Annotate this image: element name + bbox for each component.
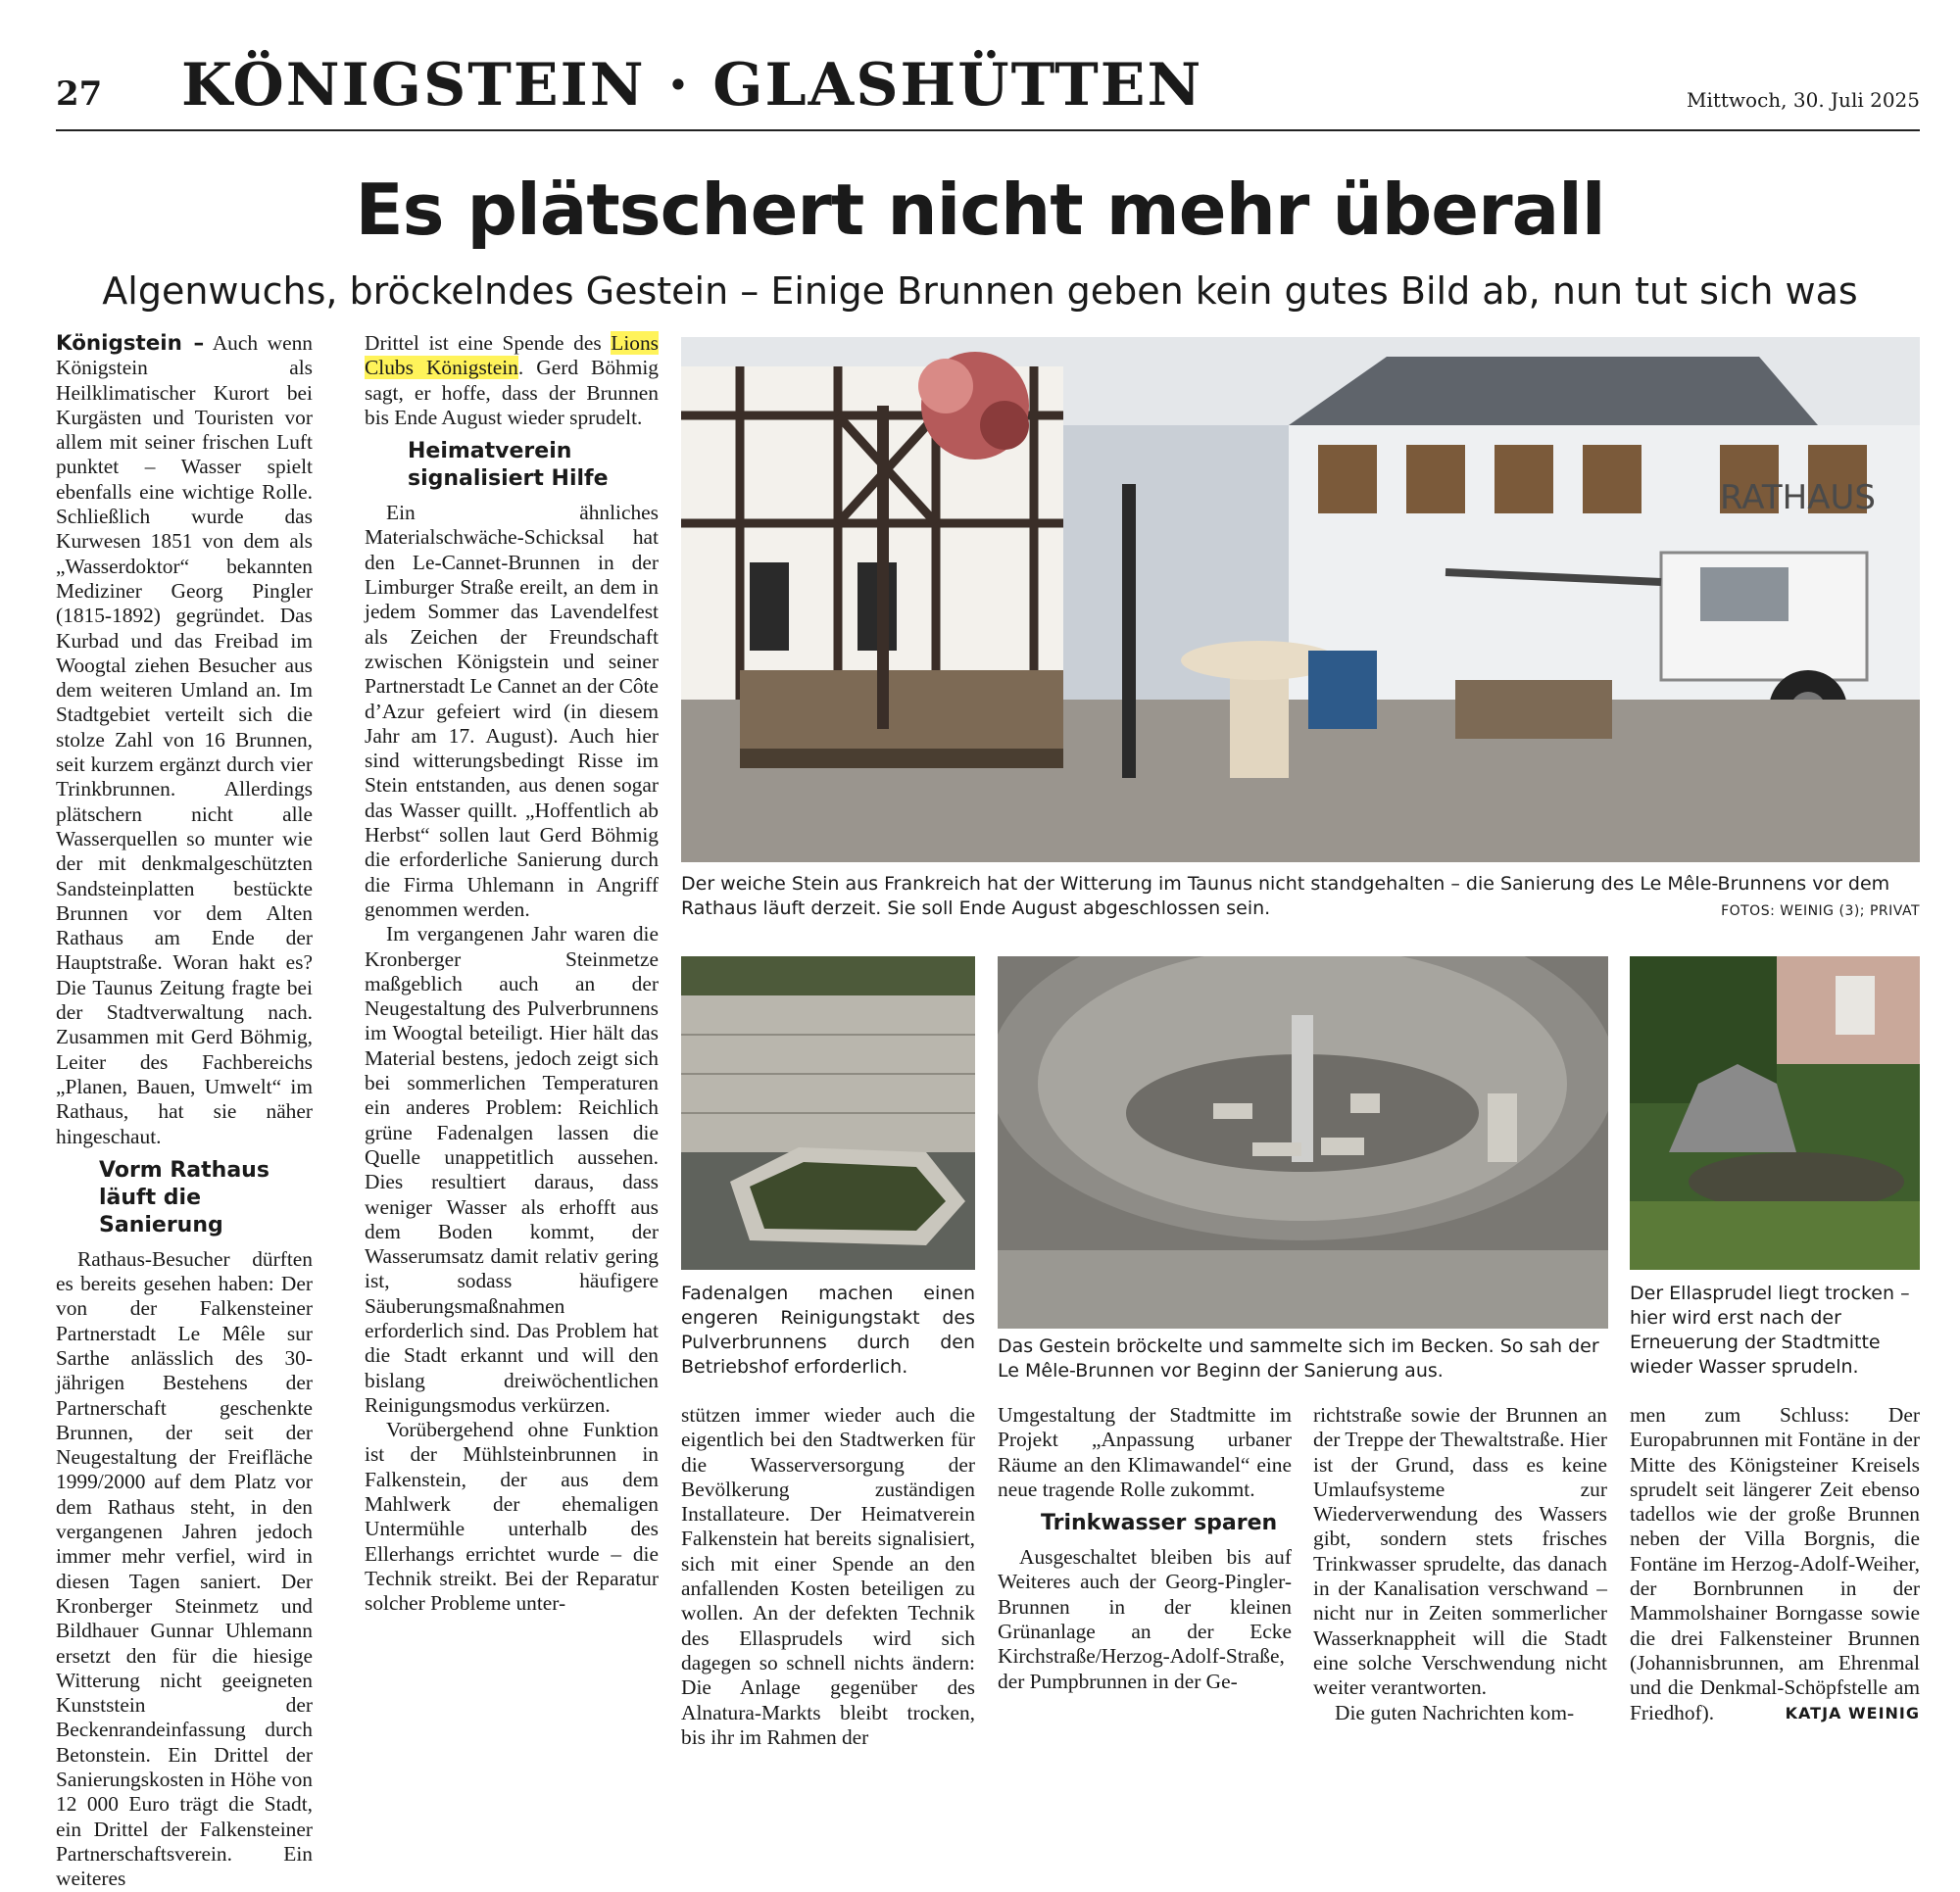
photo-ellasprudel — [1630, 956, 1920, 1270]
paragraph: Königstein – Auch wenn Königstein als Heilklimatischer Kurort bei Kurgästen und Touristen vor allem mit seiner frischen Luft punktet – Wasser spielt ebenfalls eine wichtige Rolle. Schließlich wurde das Kurwesen 1851 von dem als „Wasserdoktor“ bekannten Mediziner Georg Pingler (1815-1892) gegründet. Das Kurbad und das Freibad im Woogtal ziehen Besucher aus dem weiteren Umland an. Im Stadtgebiet verteilt sich die stolze Zahl von 16 Brunnen, seit kurzem ergänzt durch vier Trinkbrunnen. Allerdings plätschern nicht alle Wasserquellen so munter wie der mit denkmalgeschützten Sandsteinplatten bestückte Brunnen vor dem Alten Rathaus am Ende der Hauptstraße. Woran hakt es? Die Taunus Zeitung fragte bei der Stadtverwaltung nach. Zusammen mit Gerd Böhmig, Leiter des Fachbereichs „Planen, Bauen, Umwelt“ im Rathaus, hat sie näher hingeschaut. — [56, 331, 313, 1148]
paragraph: Rathaus-Besucher dürften es bereits gesehen haben: Der von der Falkensteiner Partnerstadt Le Mêle sur Sarthe anlässlich des 30-jährigen Bestehens der Partnerschaft geschenkte Brunnen, der seit der Neugestaltung der Freifläche 1999/2000 auf dem Platz vor dem Rathaus steht, in den vergangenen Jahren jedoch immer mehr verfiel, wird in diesen Tagen saniert. Der Kronberger Steinmetz und Bildhauer Gunnar Uhlemann ersetzt den für die hiesige Witterung nicht geeigneten Kunststein der Beckenrandeinfassung durch Betonstein. Ein Drittel der Sanierungskosten in Höhe von 12 000 Euro trägt die Stadt, ein Drittel der Falkensteiner Partnerschaftsverein. Ein weiteres — [56, 1246, 314, 1891]
author-byline: KATJA WEINIG — [1785, 1703, 1920, 1722]
issue-date: Mittwoch, 30. Juli 2025 — [1686, 88, 1920, 112]
paragraph: stützen immer wieder auch die eigentlich bei den Stadtwerken für die Wasserversorgung der Bevölkerung zuständigen Installateure. Der Heimatverein Falkenstein hat bereits signalisiert, sich mit einer Spende an den anfallenden Kosten beteiligen zu wollen. An der defekten Technik des Ellasprudels wird sich dagegen so schnell nichts ändern: Die Anlage gegenüber des Alnatura-Markts bleibt trocken, bis ihr im Rahmen der — [681, 1403, 975, 1749]
photo-credit: FOTOS: WEINIG (3); PRIVAT — [1721, 903, 1920, 919]
paragraph: Im vergangenen Jahr waren die Kronberger Steinmetze maßgeblich auch an der Neugestaltung des Pulverbrunnens im Woogtal beteiligt. Hier hält das Material bestens, jedoch zeigt sich bei sommerlichen Temperaturen ein anderes Problem: Reichlich grüne Fadenalgen lassen die Quelle unappetitlich aussehen. Dies resultiert daraus, dass weniger Wasser als erhofft aus dem Boden kommt, der Wasserumsatz damit relativ gering ist, sodass häufigere Säuberungsmaßnahmen erforderlich sind. Das Problem hat die Stadt erkannt und will den bislang dreiwöchentlichen Reinigungsmodus verkürzen. — [365, 922, 659, 1417]
paragraph: men zum Schluss: Der Europabrunnen mit Fontäne in der Mitte des Königsteiner Kreisels sprudelt seit längerer Zeit ebenso tadellos wie der große Brunnen neben der Villa Borgnis, die Fontäne im Herzog-Adolf-Weiher, der Bornbrunnen in der Mammolshainer Borngasse sowie die drei Falkensteiner Brunnen (Johannisbrunnen, am Ehrenmal und die Denkmal-Schöpfstelle am Friedhof). KATJA WEINIG — [1630, 1403, 1920, 1724]
photo-illustration — [681, 337, 1920, 862]
photo-illustration — [1630, 956, 1920, 1270]
paragraph: Ein ähnliches Materialschwäche-Schicksal hat den Le-Cannet-Brunnen in der Limburger Straße ereilt, an dem in jedem Sommer das Lavendelfest als Zeichen der Freundschaft zwischen Königstein und seiner Partnerstadt Le Cannet an der Côte d’Azur gefeiert wird (in diesem Jahr am 17. August). Auch hier sind witterungsbedingt Risse im Stein entstanden, aus denen sogar das Wasser quillt. „Hoffentlich ab Herbst“ sollen laut Gerd Böhmig die erforderliche Sanierung durch die Firma Uhlemann in Angriff genommen werden. — [365, 501, 659, 921]
page-number: 27 — [56, 74, 103, 114]
photo-crumbled-basin — [998, 956, 1608, 1329]
main-photo-rathaus-fountain — [681, 337, 1920, 862]
headline: Es plätschert nicht mehr überall — [355, 169, 1605, 251]
paragraph: Umgestaltung der Stadtmitte im Projekt „Anpassung urbaner Räume an den Klimawandel“ eine neue tragende Rolle zukommt. — [998, 1403, 1292, 1501]
highlighted-text: Lions Clubs Königstein — [365, 331, 659, 380]
section-title: KÖNIGSTEIN · GLASHÜTTEN — [181, 51, 1203, 120]
caption-ellasprudel: Der Ellasprudel liegt trocken – hier wird erst nach der Erneuerung der Stadtmitte wieder Wasser sprudeln. — [1630, 1283, 1910, 1378]
article-column-3 — [681, 1403, 975, 1749]
article-column-2 — [365, 331, 659, 1742]
paragraph: Drittel ist eine Spende des Lions Clubs Königstein. Gerd Böhmig sagt, er hoffe, dass der Brunnen bis Ende August wieder sprudelt. — [365, 331, 659, 429]
subheading: Trinkwasser sparen — [1041, 1511, 1278, 1536]
article-column-4 — [998, 1403, 1292, 1742]
article-column-5 — [1313, 1403, 1607, 1742]
paragraph: Ausgeschaltet bleiben bis auf Weiteres auch der Georg-Pingler-Brunnen in der kleinen Grünanlage an der Ecke Kirchstraße/Herzog-Adolf-Straße, der Pumpbrunnen in der Ge- — [998, 1545, 1292, 1693]
photo-illustration — [998, 956, 1608, 1329]
rathaus-sign: RATHAUS — [1720, 478, 1876, 517]
subheading: Vorm Rathaus läuft die Sanierung — [99, 1157, 270, 1237]
caption-algae: Fadenalgen machen einen engeren Reinigungstakt des Pulverbrunnens durch den Betriebshof erforderlich. — [681, 1283, 975, 1378]
article-column-6 — [1630, 1403, 1920, 1742]
main-photo-caption: Der weiche Stein aus Frankreich hat der Witterung im Taunus nicht standgehalten – die Sanierung des Le Mêle-Brunnens vor dem Rathaus läuft derzeit. Sie soll Ende August abgeschlossen sein. — [681, 873, 1890, 919]
subheadline: Algenwuchs, bröckelndes Gestein – Einige Brunnen geben kein gutes Bild ab, nun tut sich was — [102, 269, 1858, 313]
paragraph: richtstraße sowie der Brunnen an der Treppe der Thewaltstraße. Hier ist der Grund, dass es keine Umlaufsysteme zur Wiederverwendung des Wassers gibt, sondern stets frisches Trinkwasser sprudelte, das danach in der Kanalisation verschwand – nicht nur in Zeiten sommerlicher Wasserknappheit will die Stadt eine solche Verschwendung nicht weiter verantworten. — [1313, 1403, 1607, 1700]
dateline: Königstein – — [56, 331, 205, 356]
paragraph: Die guten Nachrichten kom- — [1335, 1700, 1575, 1724]
caption-crumbled-basin: Das Gestein bröckelte und sammelte sich im Becken. So sah der Le Mêle-Brunnen vor Beginn der Sanierung aus. — [998, 1335, 1599, 1382]
paragraph: Vorübergehend ohne Funktion ist der Mühlsteinbrunnen in Falkenstein, der aus dem Mahlwerk der ehemaligen Untermühle unterhalb des Ellerhangs errichtet wurde – die Technik streikt. Bei der Reparatur solcher Probleme unter- — [365, 1418, 659, 1616]
subheading: Heimatverein signalisiert Hilfe — [408, 439, 609, 492]
photo-algae-basin — [681, 956, 975, 1270]
article-column-1 — [56, 331, 314, 1891]
masthead — [56, 47, 1920, 131]
photo-illustration — [681, 956, 975, 1270]
